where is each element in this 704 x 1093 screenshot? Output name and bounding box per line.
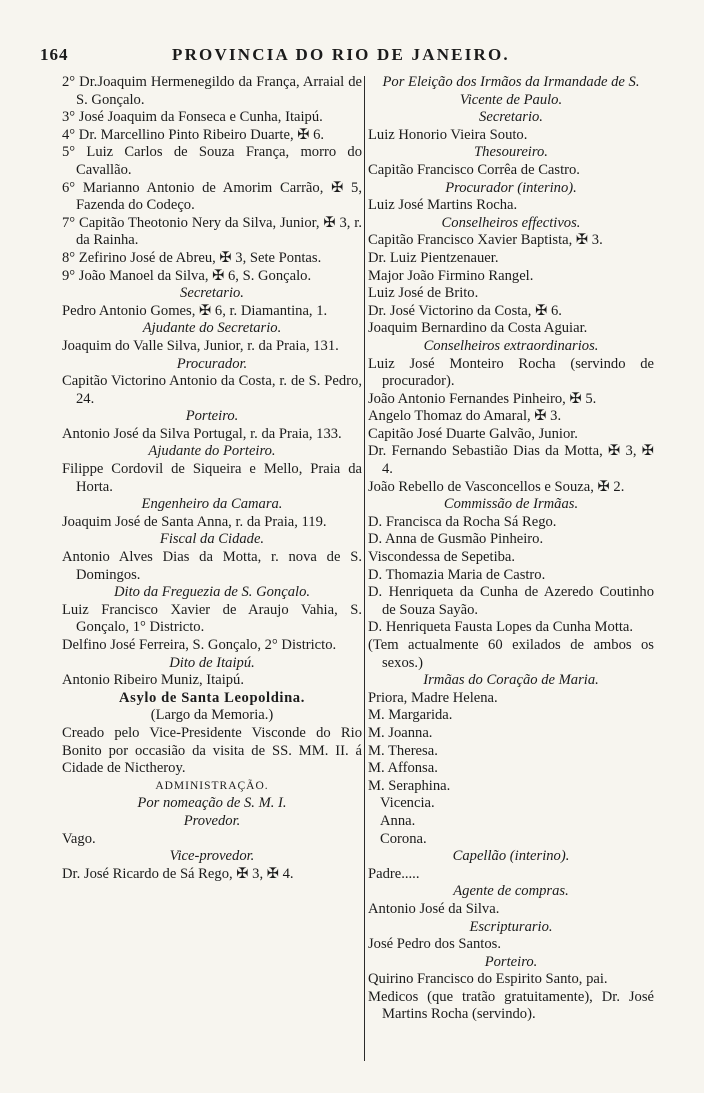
entry: Viscondessa de Sepetiba. — [368, 549, 516, 566]
section-heading: Engenheiro da Camara. — [141, 496, 283, 513]
section-heading: Ajudante do Porteiro. — [148, 443, 276, 460]
entry: D. Henriqueta da Cunha de Azeredo Coutinho de Souza Sayão. — [368, 584, 654, 618]
entry: D. Anna de Gusmão Pinheiro. — [368, 531, 544, 548]
entry: Priora, Madre Helena. — [368, 689, 498, 706]
entry: João Antonio Fernandes Pinheiro, ✠ 5. — [368, 390, 597, 407]
entry: João Rebello de Vasconcellos e Souza, ✠ 2. — [368, 478, 625, 495]
entry: 4° Dr. Marcellino Pinto Ribeiro Duarte, ✠ 6. — [62, 126, 325, 143]
entry: Corona. — [380, 830, 427, 847]
entry: (Tem actualmente 60 exilados de ambos os sexos.) — [368, 637, 654, 671]
section-heading: Conselheiros extraordinarios. — [423, 337, 599, 354]
entry: Antonio José da Silva. — [368, 900, 500, 917]
section-heading: Porteiro. — [185, 408, 239, 425]
page-number: 164 — [40, 45, 69, 64]
section-heading: Capellão (interino). — [452, 848, 570, 865]
entry: 6° Marianno Antonio de Amorim Carrão, ✠ 5, Fazenda do Codeço. — [62, 179, 362, 214]
left-column — [62, 74, 362, 883]
entry: 5° Luiz Carlos de Souza França, morro do Cavallão. — [62, 144, 362, 178]
entry: Dr. Fernando Sebastião Dias da Motta, ✠ 3, ✠ 4. — [368, 443, 654, 478]
entry: Delfino José Ferreira, S. Gonçalo, 2° Districto. — [62, 637, 337, 653]
entry: Joaquim Bernardino da Costa Aguiar. — [368, 320, 588, 337]
administration-heading: ADMINISTRAÇÃO. — [155, 779, 269, 792]
description-paragraph: Creado pelo Vice-Presidente Visconde do Rio Bonito por occasião da visita de SS. MM. II. á Cidade de Nictheroy. — [62, 724, 362, 777]
entry: Luiz Francisco Xavier de Araujo Vahia, S. Gonçalo, 1° Districto. — [62, 601, 362, 636]
entry: Luiz Honorio Vieira Souto. — [368, 126, 528, 143]
section-heading: Escripturario. — [469, 918, 553, 935]
entry: D. Thomazia Maria de Castro. — [368, 566, 546, 583]
section-heading: Provedor. — [183, 812, 241, 829]
page-header — [40, 46, 640, 68]
section-heading: Agente de compras. — [453, 883, 569, 900]
section-heading: Por nomeação de S. M. I. — [137, 795, 287, 812]
section-heading: Fiscal da Cidade. — [159, 531, 265, 548]
entry: Angelo Thomaz do Amaral, ✠ 3. — [368, 408, 562, 425]
entry: Padre..... — [368, 865, 420, 882]
entry: 7° Capitão Theotonio Nery da Silva, Junior, ✠ 3, r. da Rainha. — [62, 214, 362, 249]
entry: Joaquim José de Santa Anna, r. da Praia, 119. — [62, 513, 327, 530]
entry: Antonio Ribeiro Muniz, Itaipú. — [62, 672, 244, 689]
column-divider — [364, 76, 365, 1061]
entry: Capitão Victorino Antonio da Costa, r. de S. Pedro, 24. — [62, 373, 362, 407]
entry: Luiz José Monteiro Rocha (servindo de procurador). — [368, 355, 654, 390]
entry: Anna. — [380, 812, 416, 829]
entry: Dr. Luiz Pientzenauer. — [368, 249, 499, 266]
entry: Capitão Francisco Corrêa de Castro. — [368, 161, 580, 178]
entry: Capitão José Duarte Galvão, Junior. — [368, 425, 578, 442]
section-subheading: (Largo da Memoria.) — [150, 707, 274, 724]
entry: M. Joanna. — [368, 724, 433, 741]
section-heading: Vice-provedor. — [169, 848, 255, 865]
entry: Antonio Alves Dias da Motta, r. nova de S. Domingos. — [62, 549, 362, 583]
entry: M. Affonsa. — [368, 760, 438, 777]
entry: M. Seraphina. — [368, 777, 451, 794]
entry: M. Theresa. — [368, 742, 438, 759]
section-heading: Dito de Itaipú. — [169, 654, 255, 671]
institution-heading: Asylo de Santa Leopoldina. — [119, 689, 305, 706]
entry: Vicencia. — [380, 795, 435, 812]
section-heading: Secretario. — [479, 109, 543, 126]
entry: 3° José Joaquim da Fonseca e Cunha, Itaipú. — [62, 109, 323, 126]
entry: Filippe Cordovil de Siqueira e Mello, Praia da Horta. — [62, 461, 362, 495]
entry: 9° João Manoel da Silva, ✠ 6, S. Gonçalo. — [62, 267, 312, 284]
entry: D. Henriqueta Fausta Lopes da Cunha Motta. — [368, 619, 634, 636]
section-heading: Por Eleição dos Irmãos da Irmandade de S. Vicente de Paulo. — [382, 74, 640, 108]
entry: 2° Dr.Joaquim Hermenegildo da França, Arraial de S. Gonçalo. — [62, 74, 362, 108]
entry: Antonio José da Silva Portugal, r. da Praia, 133. — [62, 425, 342, 442]
entry: Quirino Francisco do Espirito Santo, pai. — [368, 971, 608, 988]
page-title: PROVINCIA DO RIO DE JANEIRO. — [172, 45, 510, 64]
entry: Luiz José Martins Rocha. — [368, 197, 518, 214]
section-heading: Procurador (interino). — [445, 179, 577, 196]
right-column — [368, 74, 654, 1024]
section-heading: Secretario. — [180, 285, 244, 302]
entry: Pedro Antonio Gomes, ✠ 6, r. Diamantina, 1. — [62, 302, 328, 319]
section-heading: Ajudante do Secretario. — [142, 320, 282, 337]
entry: Dr. José Victorino da Costa, ✠ 6. — [368, 302, 562, 319]
entry: Capitão Francisco Xavier Baptista, ✠ 3. — [368, 232, 603, 249]
entry: M. Margarida. — [368, 707, 453, 724]
entry: Luiz José de Brito. — [368, 285, 479, 302]
entry: Vago. — [62, 830, 96, 847]
entry: Medicos (que tratão gratuitamente), Dr. José Martins Rocha (servindo). — [368, 988, 654, 1023]
entry: Joaquim do Valle Silva, Junior, r. da Praia, 131. — [62, 337, 339, 354]
section-heading: Dito da Freguezia de S. Gonçalo. — [113, 584, 311, 601]
entry: José Pedro dos Santos. — [368, 936, 501, 953]
entry: D. Francisca da Rocha Sá Rego. — [368, 513, 557, 530]
section-heading: Commissão de Irmãas. — [443, 496, 579, 513]
section-heading: Conselheiros effectivos. — [441, 214, 581, 231]
section-heading: Porteiro. — [484, 953, 538, 970]
section-heading: Procurador. — [176, 355, 248, 372]
entry: Major João Firmino Rangel. — [368, 267, 534, 284]
entry: 8° Zefirino José de Abreu, ✠ 3, Sete Pontas. — [62, 249, 322, 266]
section-heading: Thesoureiro. — [474, 144, 548, 161]
entry: Dr. José Ricardo de Sá Rego, ✠ 3, ✠ 4. — [62, 865, 294, 882]
section-heading: Irmãas do Coração de Maria. — [423, 672, 599, 689]
